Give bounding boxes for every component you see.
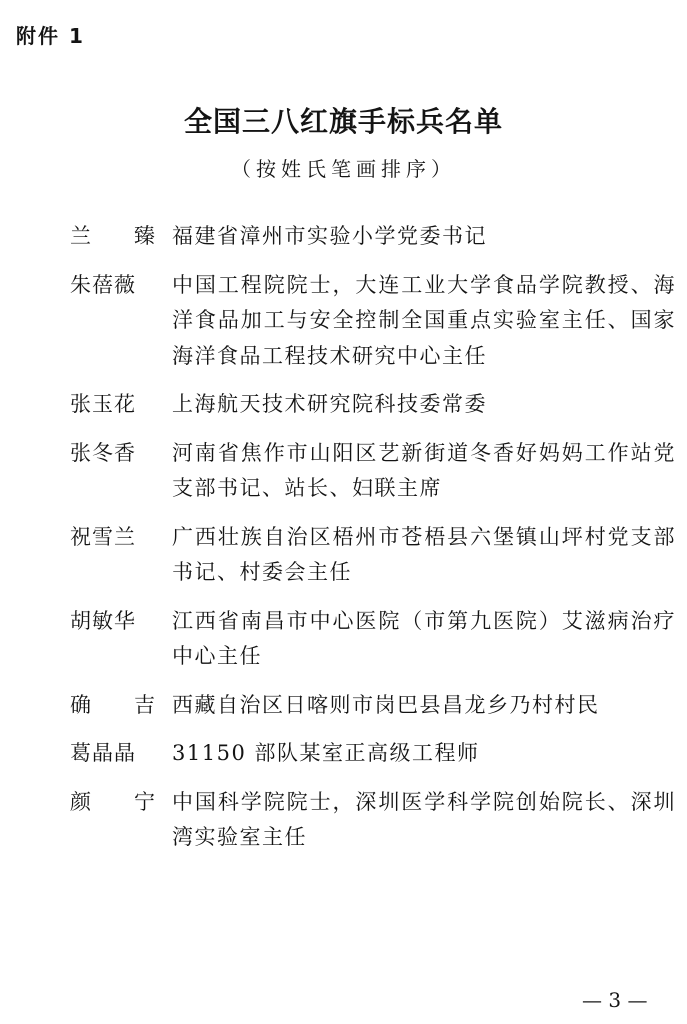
honoree-description: 中国工程院院士，大连工业大学食品学院教授、海洋食品加工与安全控制全国重点实验室主任、国家海洋食品工程技术研究中心主任	[172, 272, 676, 368]
honoree-list	[70, 219, 676, 869]
list-item	[70, 520, 676, 591]
honoree-name	[70, 736, 172, 771]
list-item	[70, 736, 676, 772]
honoree-description: 上海航天技术研究院科技委常委	[172, 392, 487, 416]
honoree-description: 福建省漳州市实验小学党委书记	[172, 224, 487, 248]
honoree-name-part: 兰	[70, 224, 92, 248]
honoree-name-part: 臻	[134, 224, 156, 248]
honoree-name	[70, 520, 172, 555]
honoree-name-part: 胡敏华	[70, 608, 136, 633]
honoree-description: 广西壮族自治区梧州市苍梧县六堡镇山坪村党支部书记、村委会主任	[172, 524, 676, 584]
attachment-label: 附件 1	[16, 24, 85, 48]
honoree-name	[70, 219, 172, 254]
document-subtitle: （按姓氏笔画排序）	[231, 157, 456, 181]
honoree-name-part: 颜	[70, 789, 92, 814]
honoree-name-part: 确	[70, 692, 92, 717]
honoree-name-part: 张冬香	[70, 440, 136, 465]
honoree-name-part: 朱蓓薇	[70, 272, 136, 297]
honoree-description: 江西省南昌市中心医院（市第九医院）艾滋病治疗中心主任	[172, 608, 676, 668]
honoree-name-part: 祝雪兰	[70, 524, 136, 549]
honoree-description: 西藏自治区日喀则市岗巴县昌龙乡乃村村民	[172, 692, 600, 717]
list-item	[70, 436, 676, 507]
list-item	[70, 688, 676, 724]
list-item	[70, 268, 676, 375]
honoree-name	[70, 436, 172, 471]
honoree-description: 31150 部队某室正高级工程师	[172, 741, 480, 765]
honoree-name	[70, 387, 172, 422]
honoree-name	[70, 268, 172, 303]
honoree-name-part: 宁	[134, 789, 156, 814]
honoree-name	[70, 688, 172, 723]
list-item	[70, 387, 676, 423]
honoree-name	[70, 785, 172, 820]
honoree-name	[70, 604, 172, 639]
honoree-description: 河南省焦作市山阳区艺新街道冬香好妈妈工作站党支部书记、站长、妇联主席	[172, 440, 676, 500]
honoree-name-part: 葛晶晶	[70, 741, 136, 765]
honoree-name-part: 张玉花	[70, 392, 136, 416]
page-number: — 3 —	[582, 988, 648, 1012]
list-item	[70, 785, 676, 856]
document-title: 全国三八红旗手标兵名单	[183, 105, 503, 138]
honoree-description: 中国科学院院士，深圳医学科学院创始院长、深圳湾实验室主任	[172, 789, 676, 849]
list-item	[70, 604, 676, 675]
list-item	[70, 219, 676, 255]
honoree-name-part: 吉	[134, 692, 156, 717]
